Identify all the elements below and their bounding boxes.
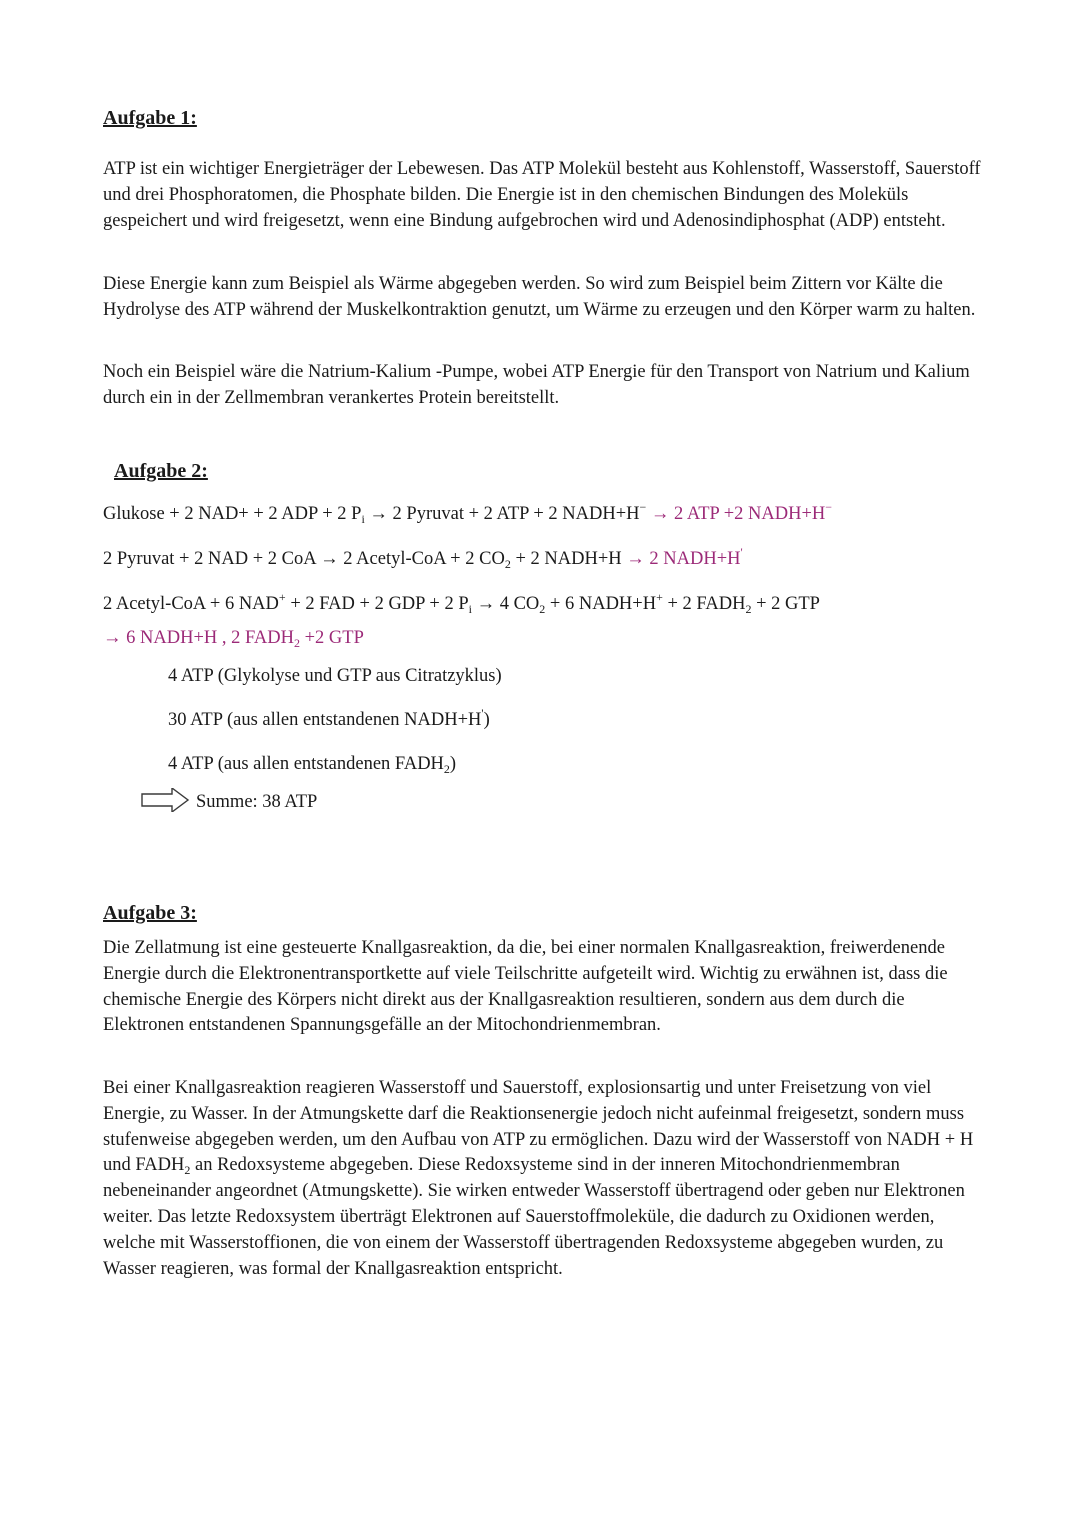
task3-paragraph-2: Bei einer Knallgasreaktion reagieren Wasserstoff und Sauerstoff, explosionsartig und unter Freisetzung von viel Energie, zu Wasser. In der Atmungskette darf die Reaktionsenergie jedoch nicht aufeinmal freigesetzt, sondern muss stufenweise abgegeben werden, um den Aufbau von ATP zu ermöglichen. Dazu wird der Wasserstoff von NADH + H und $FADH_2$ an Redoxsysteme abgegeben. Diese Redoxsysteme sind in der inneren Mitochondrienmembran nebeneinander angeordnet (Atmungskette). Sie wirken entweder Wasserstoff übertragend oder geben nur Elektronen weiter. Das letzte Redoxsystem überträgt Elektronen auf Sauerstoffmoleküle, die dadurch zu Oxidionen werden, welche mit Wasserstoffionen, die von einem der Wasserstoff übertragenden Redoxsysteme abgegeben wurden, zu Wasser reagieren, was formal der Knallgasreaktion entspricht.	[103, 1078, 974, 1279]
task1-paragraph-2: Diese Energie kann zum Beispiel als Wärme abgegeben werden. So wird zum Beispiel beim Zittern vor Kälte die Hydrolyse des ATP während der Muskelkontraktion genutzt, um Wärme zu erzeugen und den Körper warm zu halten.	[103, 274, 976, 320]
right-arrow-icon	[140, 788, 190, 812]
atp-summary-glycolysis: 4 ATP (Glykolyse und GTP aus Citratzyklus)	[168, 666, 502, 686]
citrate-cycle-result: → 6 NADH+H , 2 $FADH_2 +2$ GTP	[103, 628, 364, 650]
atp-summary-nadh: 30 ATP (aus allen entstandenen NADH+H')	[168, 706, 490, 730]
atp-total: Summe: 38 ATP	[196, 792, 318, 812]
task2-heading: Aufgabe 2:	[114, 460, 208, 482]
task3-heading: Aufgabe 3:	[103, 902, 197, 924]
glycolysis-result: → 2 ATP +2 NADH+H−	[646, 500, 833, 524]
task1-paragraph-3: Noch ein Beispiel wäre die Natrium-Kalium -Pumpe, wobei ATP Energie für den Transport von Natrium und Kalium durch ein in der Zellmembran verankertes Protein bereitstellt.	[103, 362, 970, 408]
task1-paragraph-1: ATP ist ein wichtiger Energieträger der Lebewesen. Das ATP Molekül besteht aus Kohlenstoff, Wasserstoff, Sauerstoff und drei Phosphoratomen, die Phosphate bilden. Die Energie ist in den chemischen Bindungen des Moleküls gespeichert und wird freigesetzt, wenn eine Bindung aufgebrochen wird und Adenosindiphosphat (ADP) entsteht.	[103, 159, 981, 231]
equation-glycolysis: Glukose + 2 NAD+ + 2 ADP + 2 $P_i \to 2$ Pyruvat + 2 ATP + 2 NADH+H− → 2 ATP +2 NADH+H−	[103, 500, 833, 526]
task3-paragraph-1: Die Zellatmung ist eine gesteuerte Knallgasreaktion, da die, bei einer normalen Knallgasreaktion, freiwerdenende Energie durch die Elektronentransportkette auf viele Teilschritte aufgeteilt wird. Wichtig zu erwähnen ist, dass die chemische Energie des Körpers nicht direkt aus der Knallgasreaktion resultieren, sondern aus dem durch die Elektronen entstandenen Spannungsgefälle an der Mitochondrienmembran.	[103, 938, 948, 1036]
equation-pyruvate-oxidation: 2 Pyruvat + 2 NAD + 2 CoA → 2 Acetyl-CoA + 2 $CO_2 + 2$ NADH+H → 2 NADH+H'	[103, 545, 743, 571]
atp-summary-fadh: 4 ATP (aus allen entstandenen $FADH_2$)	[168, 754, 457, 776]
pyruvate-oxidation-result: → 2 NADH+H'	[621, 545, 743, 569]
task1-heading: Aufgabe 1:	[103, 107, 197, 129]
equation-citrate-cycle: 2 Acetyl-CoA + 6 NAD+ + 2 FAD + 2 GDP + 2 $P_i \to 4$ $CO_2 + 6$ NADH+H+ + 2 $FADH_2 + 2$ GTP	[103, 590, 820, 616]
